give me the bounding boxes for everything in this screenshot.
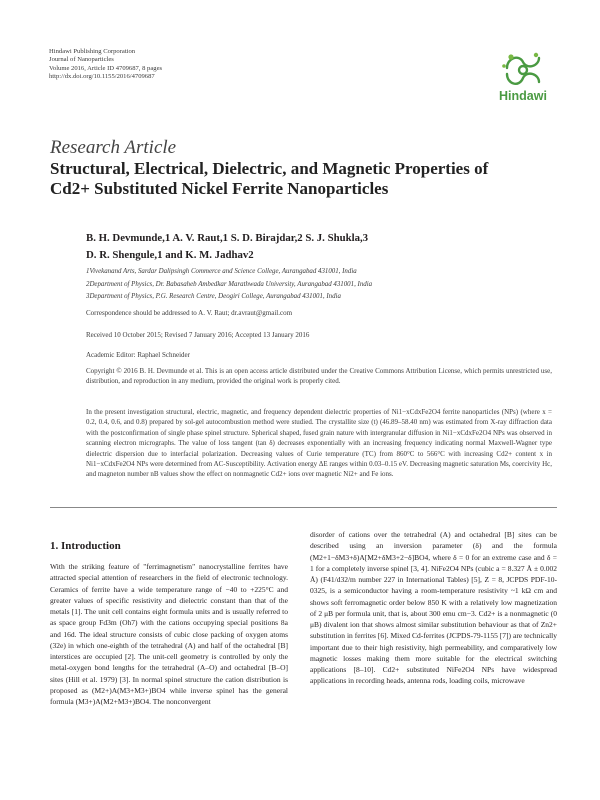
copyright-notice: Copyright © 2016 B. H. Devmunde et al. This is an open access article distributed under the Creative Commons Attribution License, which permits unrestricted use, distribution, and reproduction in any medium, provided the original work is properly cited.	[86, 367, 552, 386]
abstract: In the present investigation structural, electric, magnetic, and frequency dependent dielectric properties of Ni1−xCdxFe2O4 ferrite nanoparticles (NPs) (where x = 0.2, 0.4, 0.6, and 0.8) prepared by sol-gel autocombustion method were studied. The crystallite size (t) (46.89–58.40 nm) was estimated from X-ray diffraction data with the postconfirmation of single phase spinel structure. Spherical shaped, fused grain nature with intergranular diffusion in Ni1−xCdxFe2O4 NPs was observed in scanning electron micrographs. The value of loss tangent (tan δ) decreases exponentially with an increasing frequency indicating normal Maxwell-Wagner type dielectric dispersion due to interfacial polarization. Decreasing values of Curie temperature (TC) from 860°C to 566°C with increasing Cd2+ content x in Ni1−xCdxFe2O4 NPs were determined from AC-Susceptibility. Activation energy ΔE ranges within 0.03–0.15 eV. Decreasing magnetic saturation Ms, coercivity Hc, and magneton number nB values show the effect on nonmagnetic Cd2+ ions over magnetic Ni2+ and Fe ions.	[86, 408, 552, 479]
doi-link[interactable]: http://dx.doi.org/10.1155/2016/4709687	[49, 73, 155, 81]
title-line-2: Cd2+ Substituted Nickel Ferrite Nanoparticles	[50, 179, 389, 198]
hindawi-logo-icon	[493, 48, 553, 88]
hindawi-wordmark: Hindawi	[499, 89, 547, 103]
journal-header	[49, 48, 162, 82]
publisher-name: Hindawi Publishing Corporation	[49, 48, 136, 55]
volume-info: Volume 2016, Article ID 4709687, 8 pages	[49, 64, 163, 72]
affiliation-3: 3Department of Physics, P.G. Research Centre, Deogiri College, Aurangabad 431001, India	[86, 293, 341, 300]
received-dates: Received 10 October 2015; Revised 7 January 2016; Accepted 13 January 2016	[86, 331, 310, 339]
article-type: Research Article	[50, 137, 177, 158]
authors-line-2: D. R. Shengule,1 and K. M. Jadhav2	[86, 248, 254, 261]
affiliations	[86, 266, 372, 304]
paper-title	[50, 159, 570, 199]
affiliation-2: 2Department of Physics, Dr. Babasaheb Ambedkar Marathwada University, Aurangabad 431001, India	[86, 280, 373, 288]
author-list	[86, 230, 368, 263]
title-line-1: Structural, Electrical, Dielectric, and Magnetic Properties of	[50, 159, 489, 178]
journal-name: Journal of Nanoparticles	[49, 56, 114, 64]
section-divider	[50, 507, 557, 508]
academic-editor: Academic Editor: Raphael Schneider	[86, 351, 190, 359]
hindawi-logo	[493, 48, 557, 103]
body-column-right: disorder of cations over the tetrahedral (A) and octahedral [B] sites can be described using an inversion parameter (δ) and the formula (M2+1−δM3+δ)A[M2+δM3+2−δ]BO4, where δ = 0 for an extreme case and δ = 1 for a completely inverse spinel [3, 4]. NiFe2O4 NPs (cubic a = 8.327 Å ± 0.002 Å) (F41/d32/m number 227 in International Tables) [5], Z = 8, JCPDS PDF-10-0325, is a semiconductor having a room-temperature resistivity ~1 kΩ cm and shows soft ferromagnetic order below 850 K with a relatively low magnetization of 2 μB per formula unit, that is, about 300 emu cm−3. Cd2+ is a nonmagnetic (0 μB) divalent ion that shows almost similar substitution behaviour as that of Zn2+ substitution in ferrites [6]. Mixed Cd-ferrites (JCPDS-79-1155 [7]) are technically important due to their high resistivity, high permeability, and comparatively low magnetic losses making them more suitable for the electrical switching applications [8–10]. Cd2+ substituted NiFe2O4 NPs have widespread applications in recording heads, antenna rods, loading coils, microwave	[310, 530, 557, 686]
authors-line-1: B. H. Devmunde,1 A. V. Raut,1 S. D. Birajdar,2 S. J. Shukla,3	[86, 232, 369, 244]
affiliation-1: 1Vivekanand Arts, Sardar Dalipsingh Commerce and Science College, Aurangabad 431001, India	[86, 268, 357, 275]
body-column-left: With the striking feature of "ferrimagnetism" nanocrystalline ferrites have attracted special attention of researchers in the field of electronic technology. Ceramics of ferrite have a wide temperature range of −40 to +225°C and greater values of specific resistivity and dielectric constant than that of the metals [1]. The unit cell contains eight formula units and is usually referred to as space group Fd3m (Oh7) with the cations occupying special positions 8a and 16d. The ideal structure consists of cubic close packing of oxygen atoms (32e) in which one-eighth of the tetrahedral (A) and half of the octahedral [B] interstices are occupied [2]. The unit-cell geometry is controlled by only the metal-oxygen bond lengths for the tetrahedral (A–O) and octahedral [B–O] sites (Hill et al. 1979) [3]. In normal spinel structure the cation distribution is proposed as (M2+)A(M3+M3+)BO4 while inverse spinel has the general formula (M3+)A(M2+M3+)BO4. The nonconvergent	[50, 562, 288, 706]
section-heading-introduction: 1. Introduction	[50, 540, 121, 552]
correspondence-line: Correspondence should be addressed to A. V. Raut; dr.avraut@gmail.com	[86, 309, 293, 317]
